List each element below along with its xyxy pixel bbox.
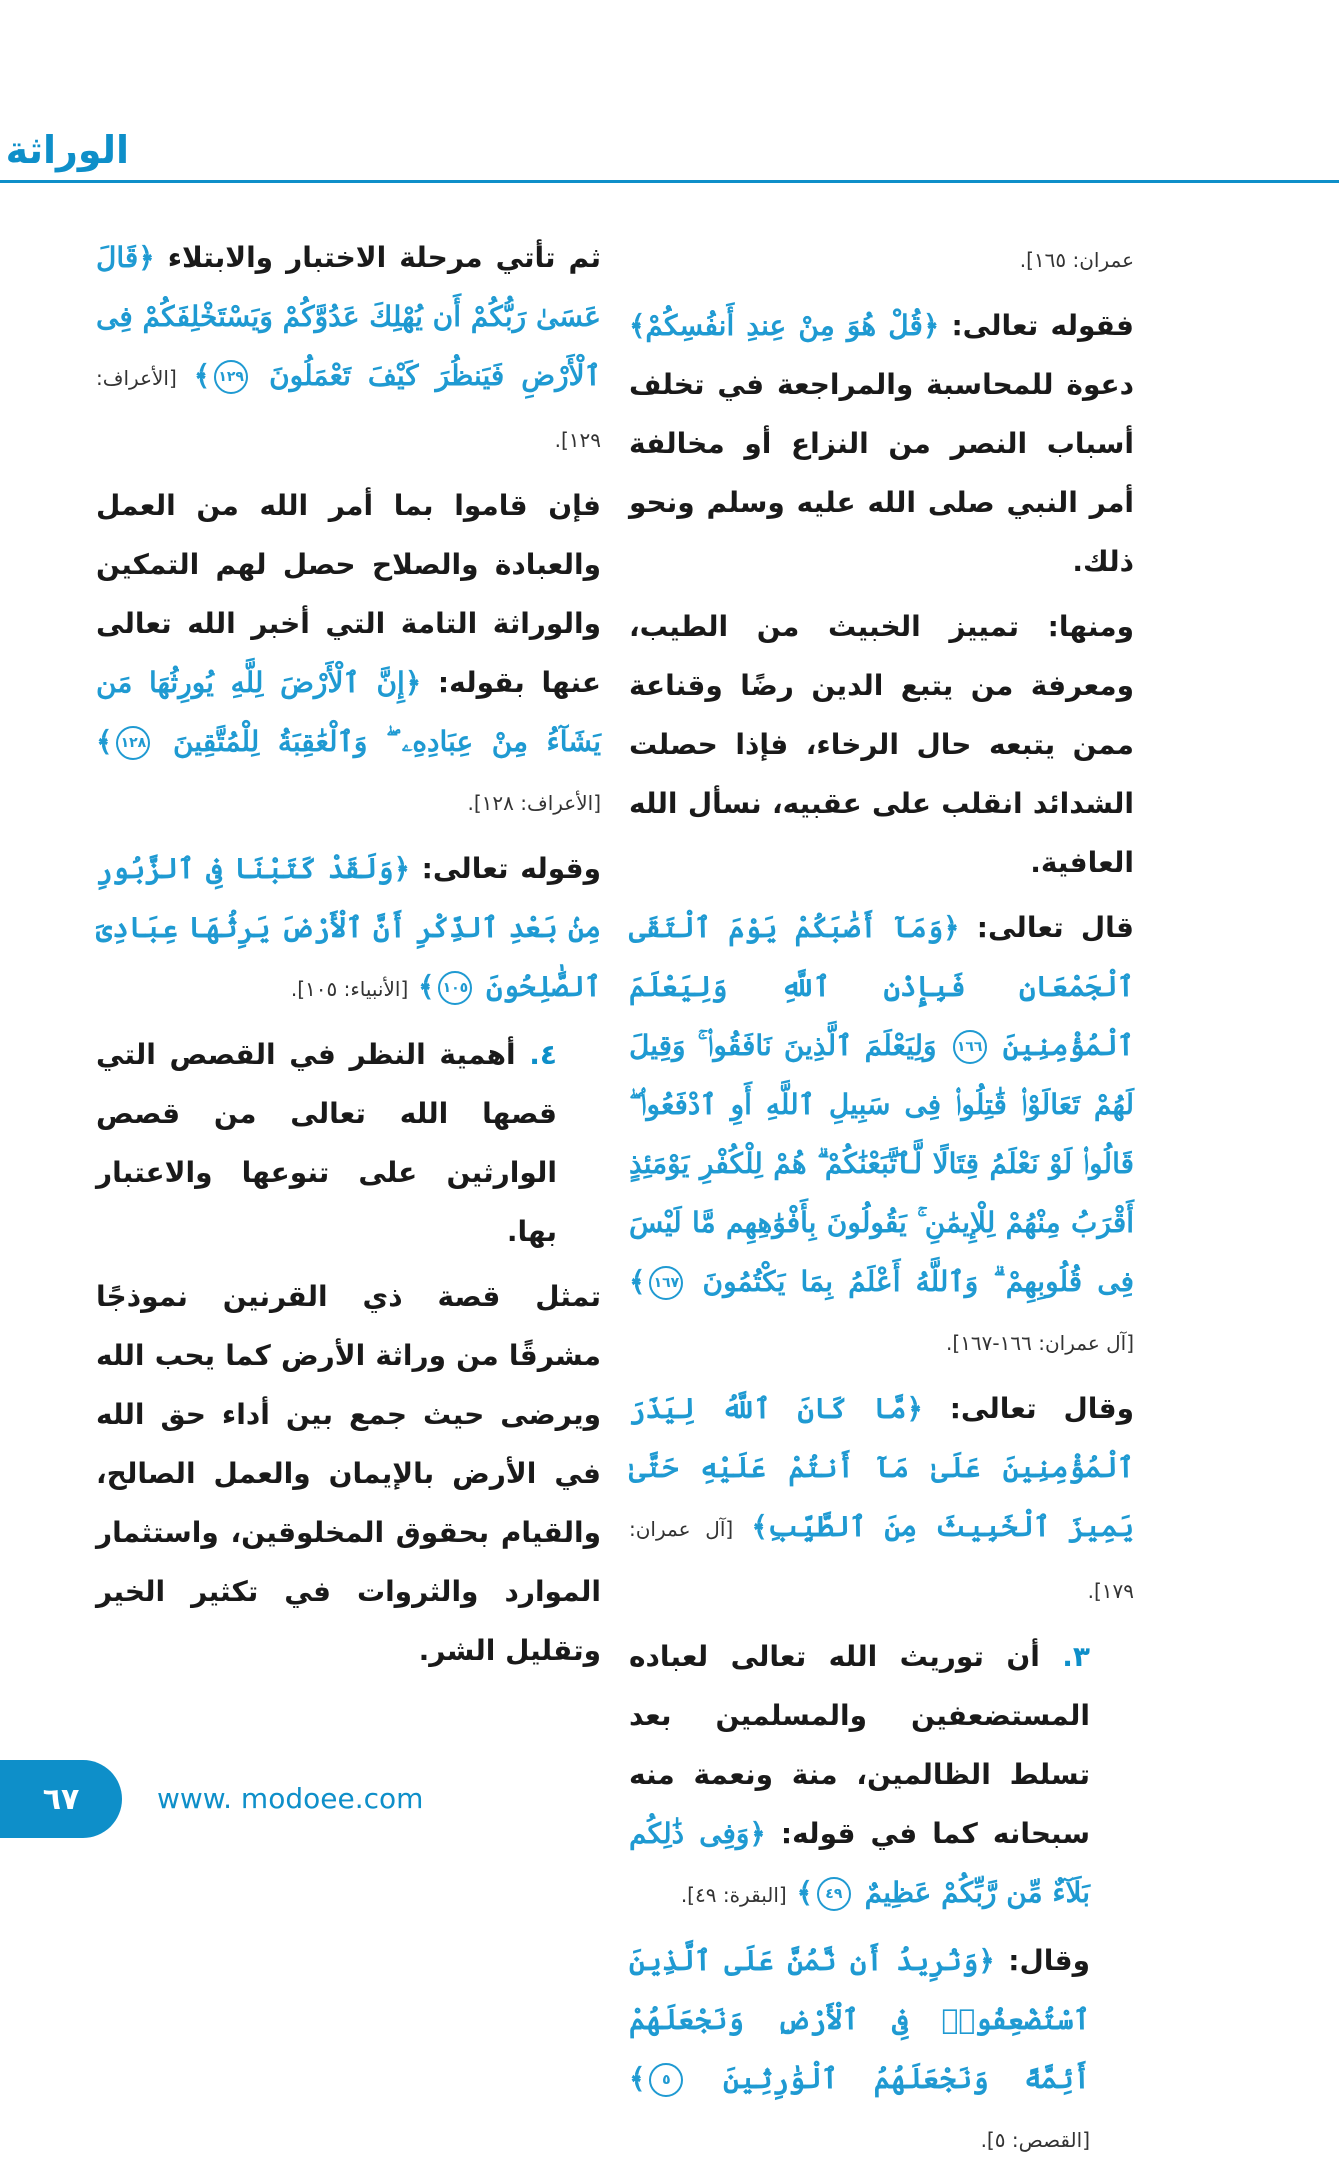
paragraph — [629, 228, 1134, 290]
footer-url[interactable]: www. modoee.com — [157, 1782, 424, 1815]
text: وقال تعالى: — [949, 1392, 1134, 1425]
quran-verse: قُلْ هُوَ مِنْ عِندِ أَنفُسِكُمْ — [645, 309, 923, 342]
verse-reference: [آل عمران: ١٧٩]. — [629, 1517, 1134, 1603]
chapter-title: الوراثة — [5, 128, 129, 172]
verse-open-ornament-icon: ﴿ — [393, 852, 410, 885]
right-column — [629, 228, 1134, 2170]
paragraph — [629, 296, 1134, 591]
quran-verse: وَنُرِيدُ أَن نَّمُنَّ عَلَى ٱلَّذِينَ ٱسْتُضْعِفُوا۟ فِى ٱلْأَرْضِ وَنَجْعَلَهُمْ أَئِمَّةً وَنَجْعَلَهُمُ ٱلْوَٰرِثِينَ — [629, 1944, 1091, 2095]
verse-number-badge: ١٠٥ — [438, 971, 472, 1005]
quran-verse: قَالَ عَسَىٰ رَبُّكُمْ أَن يُهْلِكَ عَدُوَّكُمْ وَيَسْتَخْلِفَكُمْ فِى ٱلْأَرْضِ فَيَنظُرَ كَيْفَ تَعْمَلُونَ — [96, 241, 601, 392]
verse-reference: [الأعراف: ١٢٩]. — [96, 366, 601, 452]
verse-reference: [آل عمران: ١٦٦-١٦٧]. — [946, 1331, 1134, 1355]
verse-open-ornament-icon: ﴿ — [978, 1944, 995, 1977]
verse-close-ornament-icon: ﴾ — [629, 1265, 646, 1298]
text: أهمية النظر في القصص التي قصها الله تعالى من قصص الوارثين على تنوعها والاعتبار بها. — [96, 1038, 557, 1248]
text: فإن قاموا بما أمر الله من العمل والعبادة والصلاح حصل لهم التمكين والوراثة التامة التي أخبر الله تعالى عنها بقوله: — [96, 489, 602, 699]
point-number: ٤. — [529, 1038, 557, 1071]
verse-close-ornament-icon: ﴾ — [796, 1876, 813, 1909]
paragraph — [96, 839, 601, 1019]
verse-close-ornament-icon: ﴾ — [629, 2062, 646, 2095]
numbered-point — [96, 1025, 601, 1261]
text: قال تعالى: — [976, 911, 1135, 944]
verse-number-badge: ١٢٨ — [116, 726, 150, 760]
verse-reference: [البقرة: ٤٩]. — [680, 1883, 787, 1907]
left-column — [96, 228, 601, 1680]
text: وقال: — [1008, 1944, 1091, 1977]
quran-verse: مَّا كَانَ ٱللَّهُ لِيَذَرَ ٱلْمُؤْمِنِينَ عَلَىٰ مَآ أَنتُمْ عَلَيْهِ حَتَّىٰ يَمِيزَ ٱلْخَبِيثَ مِنَ ٱلطَّيِّبِ — [629, 1392, 1134, 1543]
verse-number-badge: ٥ — [649, 2063, 683, 2097]
quran-verse: وَفِى ذَٰلِكُم بَلَآءٌ مِّن رَّبِّكُمْ عَظِيمٌ — [629, 1817, 1090, 1909]
verse-close-ornament-icon: ﴾ — [193, 359, 211, 392]
verse-open-ornament-icon: ﴿ — [749, 1817, 766, 1850]
text: فقوله تعالى: — [951, 309, 1135, 342]
verse-reference: [الأعراف: ١٢٨]. — [467, 791, 601, 815]
quran-verse: وَمَآ أَصَٰبَكُمْ يَوْمَ ٱلْتَقَى ٱلْجَمْعَانِ فَبِإِذْنِ ٱللَّهِ وَلِيَعْلَمَ ٱلْمُؤْمِنِينَ — [629, 911, 1135, 1062]
quran-verse: وَلِيَعْلَمَ ٱلَّذِينَ نَافَقُوا۟ ۚ وَقِيلَ لَهُمْ تَعَالَوْا۟ قَٰتِلُوا۟ فِى سَبِيلِ ٱللَّهِ أَوِ ٱدْفَعُوا۟ ۖ قَالُوا۟ لَوْ نَعْلَمُ قِتَالًا لَّٱتَّبَعْنَٰكُمْ ۗ هُمْ لِلْكُفْرِ يَوْمَئِذٍ أَقْرَبُ مِنْهُمْ لِلْإِيمَٰنِ ۚ يَقُولُونَ بِأَفْوَٰهِهِم مَّا لَيْسَ فِى قُلُوبِهِمْ ۗ وَٱللَّهُ أَعْلَمُ بِمَا يَكْتُمُونَ — [629, 1029, 1135, 1298]
header-rule — [0, 180, 1339, 183]
verse-open-ornament-icon: ﴿ — [906, 1392, 923, 1425]
verse-close-ornament-icon: ﴾ — [751, 1510, 768, 1543]
verse-close-ornament-icon: ﴾ — [418, 970, 435, 1003]
quran-verse: إِنَّ ٱلْأَرْضَ لِلَّهِ يُورِثُهَا مَن يَشَآءُ مِنْ عِبَادِهِۦ ۖ وَٱلْعَٰقِبَةُ لِلْمُتَّقِينَ — [96, 666, 602, 758]
verse-number-badge: ٤٩ — [817, 1877, 851, 1911]
text: ومنها: تمييز الخبيث من الطيب، ومعرفة من يتبع الدين رضًا وقناعة ممن يتبعه حال الرخاء، فإذا حصلت الشدائد انقلب على عقبيه، نسأل الله العافية. — [629, 610, 1134, 879]
verse-reference: عمران: ١٦٥]. — [1019, 248, 1134, 272]
verse-open-ornament-icon: ﴿ — [922, 309, 940, 342]
paragraph — [96, 1267, 601, 1680]
paragraph — [629, 597, 1134, 892]
verse-open-ornament-icon: ﴿ — [404, 666, 422, 699]
paragraph — [96, 228, 601, 470]
text: ثم تأتي مرحلة الاختبار والابتلاء — [167, 241, 601, 274]
text: دعوة للمحاسبة والمراجعة في تخلف أسباب النصر من النزاع أو مخالفة أمر النبي صلى الله عليه وسلم ونحو ذلك. — [629, 368, 1134, 578]
text: أن توريث الله تعالى لعباده المستضعفين والمسلمين بعد تسلط الظالمين، منة ونعمة منه سبحانه كما في قوله: — [629, 1640, 1091, 1850]
numbered-point — [629, 1627, 1134, 1925]
verse-open-ornament-icon: ﴿ — [138, 241, 155, 274]
verse-reference: [الأنبياء: ١٠٥]. — [290, 977, 409, 1001]
verse-number-badge: ١٦٦ — [953, 1030, 987, 1064]
paragraph — [629, 1379, 1134, 1621]
verse-number-badge: ١٦٧ — [649, 1266, 683, 1300]
page-number: ٦٧ — [0, 1760, 122, 1838]
verse-close-ornament-icon: ﴾ — [96, 725, 113, 758]
verse-open-ornament-icon: ﴿ — [943, 911, 960, 944]
text: وقوله تعالى: — [421, 852, 601, 885]
quran-verse: وَلَقَدْ كَتَبْنَا فِى ٱلزَّبُورِ مِنۢ بَعْدِ ٱلذِّكْرِ أَنَّ ٱلْأَرْضَ يَرِثُهَا عِبَادِىَ ٱلصَّٰلِحُونَ — [96, 852, 601, 1003]
verse-close-ornament-icon: ﴾ — [629, 309, 646, 342]
paragraph — [629, 1931, 1134, 2170]
text: تمثل قصة ذي القرنين نموذجًا مشرقًا من وراثة الأرض كما يحب الله ويرضى حيث جمع بين أداء حق الله في الأرض بالإيمان والعمل الصالح، والقيام بحقوق المخلوقين، واستثمار الموارد والثروات في تكثير الخير وتقليل الشر. — [96, 1280, 601, 1667]
point-number: ٣. — [1062, 1640, 1091, 1673]
verse-reference: [القصص: ٥]. — [980, 2128, 1090, 2152]
verse-number-badge: ١٢٩ — [214, 360, 248, 394]
paragraph — [96, 476, 601, 833]
paragraph — [629, 898, 1134, 1373]
